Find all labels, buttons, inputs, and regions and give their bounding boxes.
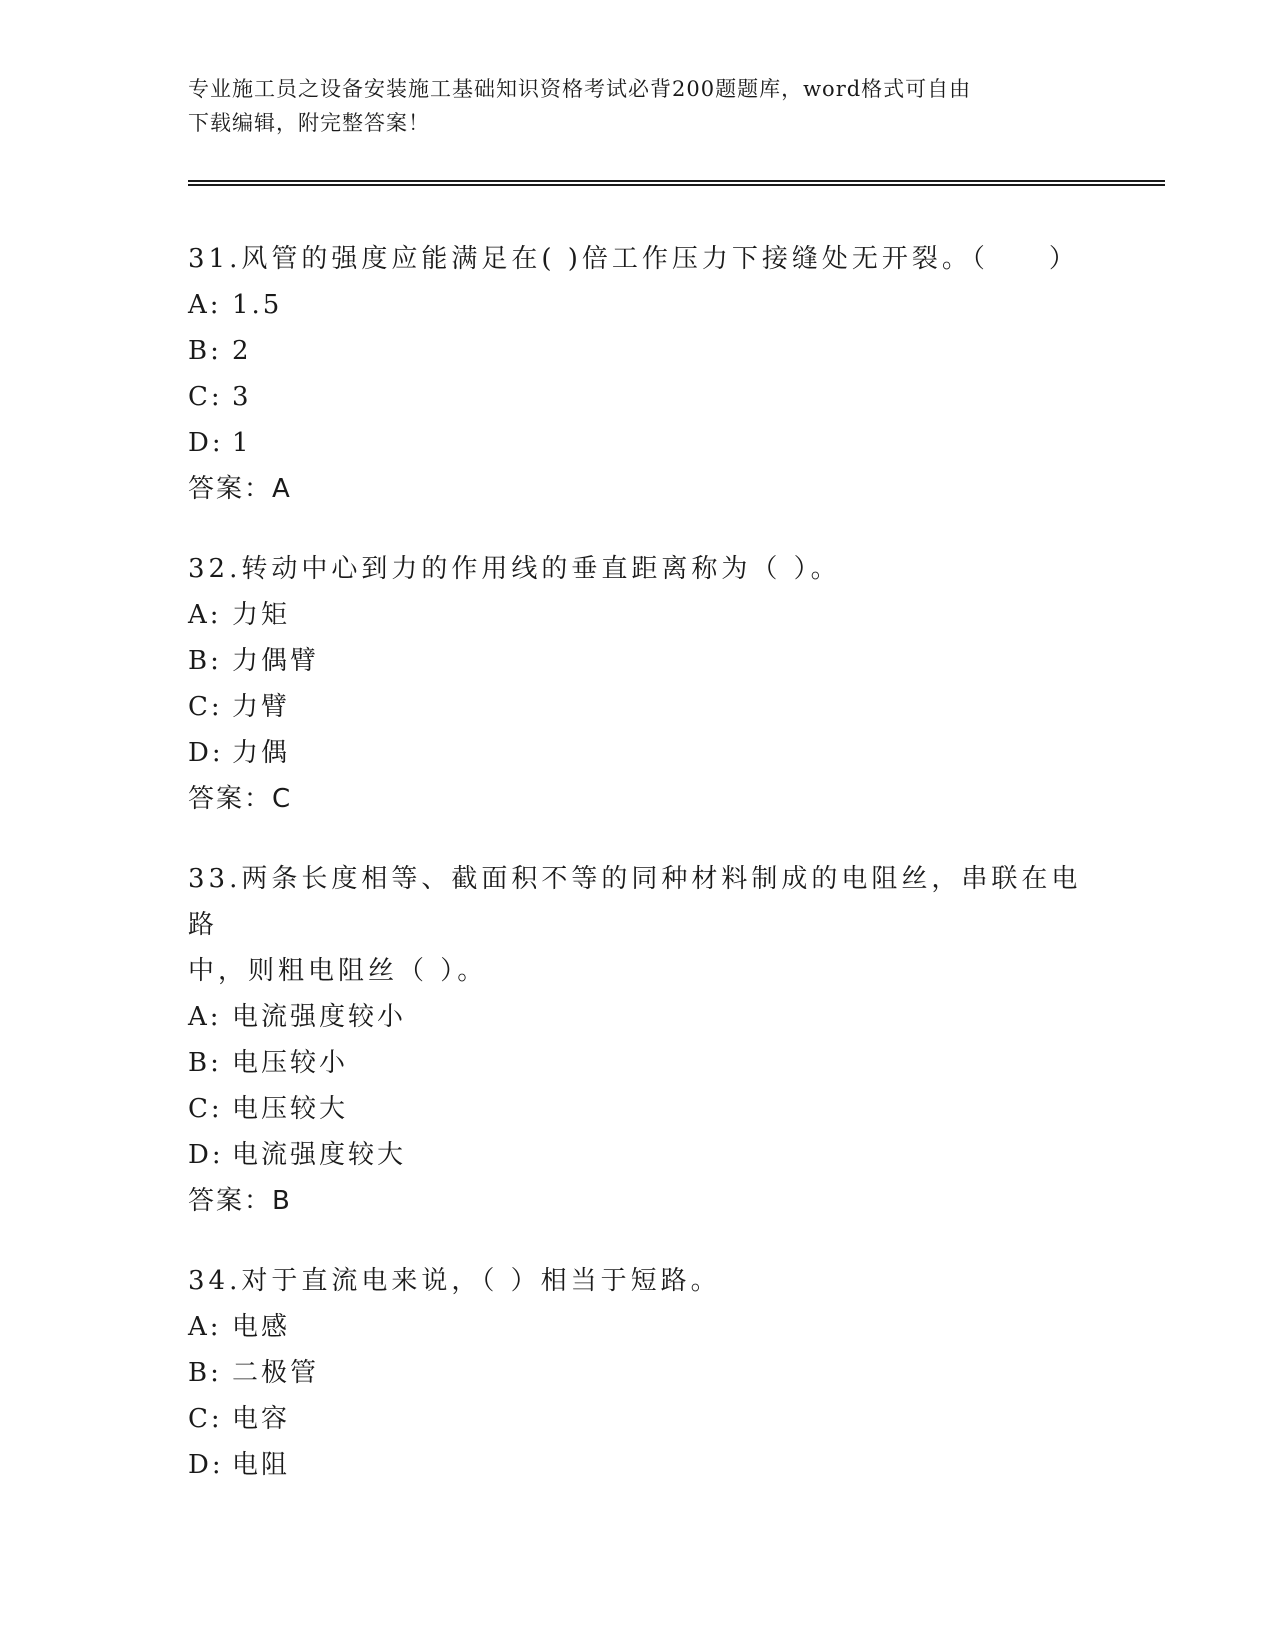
option-d — [188, 1132, 1088, 1178]
option-c — [188, 1086, 1088, 1132]
option-key: A: — [188, 290, 222, 320]
question-stem-line-2: 中，则粗电阻丝（ ）。 — [188, 956, 488, 986]
option-a — [188, 994, 1088, 1040]
option-b — [188, 328, 1088, 374]
option-key: B: — [188, 646, 222, 676]
option-key: D: — [188, 1450, 224, 1480]
question-32 — [188, 546, 1088, 822]
option-text: 电感 — [232, 1312, 291, 1342]
option-text: 电压较大 — [232, 1094, 349, 1124]
option-d — [188, 730, 1088, 776]
option-key: D: — [188, 738, 224, 768]
option-text: 电容 — [232, 1404, 291, 1434]
option-text: 电流强度较大 — [232, 1140, 407, 1170]
option-key: B: — [188, 1048, 222, 1078]
option-text: 电流强度较小 — [232, 1002, 407, 1032]
option-key: D: — [188, 1140, 224, 1170]
question-stem: 34.对于直流电来说，（ ）相当于短路。 — [188, 1266, 721, 1296]
option-text: 1 — [232, 428, 252, 458]
option-a — [188, 282, 1088, 328]
option-key: B: — [188, 336, 222, 366]
option-a — [188, 592, 1088, 638]
option-key: C: — [188, 1094, 223, 1124]
option-key: B: — [188, 1358, 222, 1388]
option-d — [188, 420, 1088, 466]
option-text: 电压较小 — [232, 1048, 349, 1078]
option-text: 力偶 — [232, 738, 291, 768]
option-key: A: — [188, 600, 222, 630]
question-33 — [188, 856, 1088, 1224]
option-key: C: — [188, 1404, 223, 1434]
option-d — [188, 1442, 1088, 1488]
header-line-1: 专业施工员之设备安装施工基础知识资格考试必背200题题库，word格式可自由 — [188, 77, 972, 101]
question-stem: 31.风管的强度应能满足在( )倍工作压力下接缝处无开裂。（ ） — [188, 244, 1079, 274]
option-text: 力矩 — [232, 600, 291, 630]
question-stem: 32.转动中心到力的作用线的垂直距离称为（ ）。 — [188, 554, 841, 584]
question-list — [188, 236, 1088, 1522]
option-b — [188, 638, 1088, 684]
question-34 — [188, 1258, 1088, 1488]
option-text: 力臂 — [232, 692, 291, 722]
option-text: 1.5 — [232, 290, 283, 320]
option-key: A: — [188, 1312, 222, 1342]
header-line-2: 下载编辑，附完整答案！ — [188, 111, 430, 135]
answer-line: 答案：C — [188, 784, 293, 814]
option-key: A: — [188, 1002, 222, 1032]
option-text: 二极管 — [232, 1358, 320, 1388]
option-text: 电阻 — [232, 1450, 291, 1480]
option-text: 力偶臂 — [232, 646, 320, 676]
document-header — [188, 72, 1068, 140]
option-c — [188, 684, 1088, 730]
option-key: C: — [188, 382, 223, 412]
option-c — [188, 1396, 1088, 1442]
answer-line: 答案：A — [188, 474, 292, 504]
option-a — [188, 1304, 1088, 1350]
option-key: C: — [188, 692, 223, 722]
option-text: 2 — [232, 336, 252, 366]
option-b — [188, 1040, 1088, 1086]
header-double-rule — [188, 180, 1165, 186]
option-text: 3 — [232, 382, 252, 412]
question-stem-line-1: 33.两条长度相等、截面积不等的同种材料制成的电阻丝，串联在电路 — [188, 864, 1082, 940]
option-c — [188, 374, 1088, 420]
question-31 — [188, 236, 1088, 512]
option-key: D: — [188, 428, 224, 458]
option-b — [188, 1350, 1088, 1396]
answer-line: 答案：B — [188, 1186, 292, 1216]
